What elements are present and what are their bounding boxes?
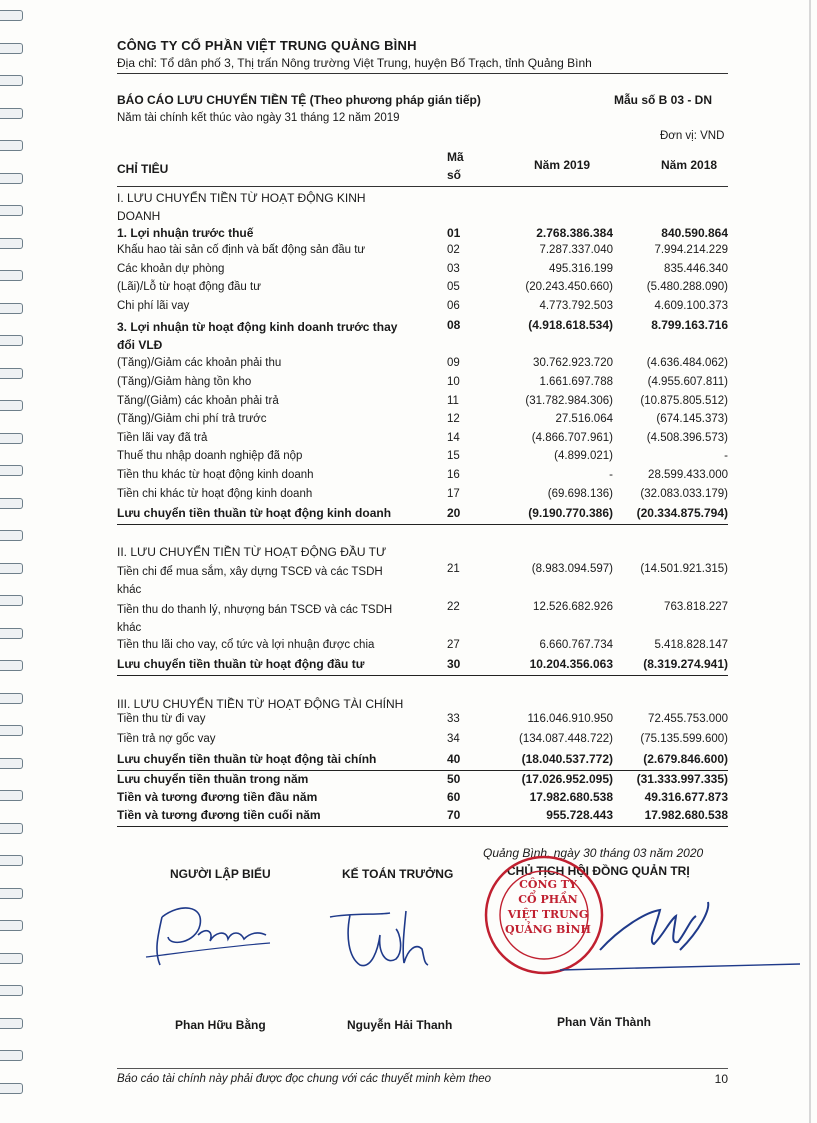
row-label bbox=[117, 432, 207, 444]
binding-tab bbox=[0, 725, 23, 736]
report-subtitle: Năm tài chính kết thúc vào ngày 31 tháng 12 năm 2019 bbox=[117, 112, 400, 124]
table-row bbox=[117, 752, 728, 771]
row-code: 30 bbox=[447, 657, 461, 671]
table-row bbox=[117, 413, 728, 431]
binding-tab bbox=[0, 75, 23, 86]
row-value-2018: (8.319.274.941) bbox=[643, 657, 728, 671]
row-label bbox=[117, 376, 251, 388]
row-label-text: (Tăng)/Giảm các khoản phải thu bbox=[117, 357, 282, 369]
binding-tab bbox=[0, 823, 23, 834]
table-row bbox=[117, 300, 728, 318]
row-label-text: Tiền trả nợ gốc vay bbox=[117, 733, 216, 745]
row-value-2019: (17.026.952.095) bbox=[521, 772, 613, 786]
row-value-2018: (10.875.805.512) bbox=[640, 395, 728, 407]
row-label-text: Lưu chuyển tiền thuần từ hoạt động kinh doanh bbox=[117, 506, 392, 520]
row-value-2018: (5.480.288.090) bbox=[646, 281, 728, 293]
accountant-title: KẾ TOÁN TRƯỞNG bbox=[342, 867, 454, 881]
stamp-text-4: QUẢNG BÌNH bbox=[505, 923, 591, 936]
row-code: 20 bbox=[447, 506, 461, 520]
binding-tab bbox=[0, 335, 23, 346]
binding-tab bbox=[0, 10, 23, 21]
row-value-2019: (69.698.136) bbox=[547, 488, 613, 500]
chairman-signature bbox=[560, 880, 800, 980]
row-value-2018: 8.799.163.716 bbox=[651, 318, 728, 332]
col-header-code-2: số bbox=[447, 168, 462, 182]
row-value-2018: (2.679.846.600) bbox=[643, 752, 728, 766]
row-label-text: Tiền thu do thanh lý, nhượng bán TSCĐ và các TSDH bbox=[117, 604, 393, 616]
row-value-2018: (14.501.921.315) bbox=[640, 563, 728, 575]
chairman-name: Phan Văn Thành bbox=[557, 1015, 652, 1029]
binding-tab bbox=[0, 563, 23, 574]
row-label-text: Các khoản dự phòng bbox=[117, 263, 225, 275]
row-label-text-cont: khác bbox=[117, 584, 142, 596]
row-code: 06 bbox=[447, 300, 460, 312]
binding-tab bbox=[0, 1050, 23, 1061]
binding-tab bbox=[0, 953, 23, 964]
row-label-text: Tiền lãi vay đã trả bbox=[117, 432, 208, 444]
footer-note: Báo cáo tài chính này phải được đọc chung với các thuyết minh kèm theo bbox=[117, 1073, 492, 1085]
report-title: BÁO CÁO LƯU CHUYỂN TIỀN TỆ (Theo phương pháp gián tiếp) bbox=[117, 93, 481, 107]
row-code: 03 bbox=[447, 263, 460, 275]
binding-tab bbox=[0, 855, 23, 866]
section-2-heading: II. LƯU CHUYỂN TIỀN TỪ HOẠT ĐỘNG ĐẦU TƯ bbox=[117, 545, 387, 559]
table-row bbox=[117, 357, 728, 375]
table-row bbox=[117, 506, 728, 525]
table-row bbox=[117, 563, 728, 599]
col-header-item: CHỈ TIÊU bbox=[117, 162, 169, 176]
table-row bbox=[117, 244, 728, 262]
row-label bbox=[117, 563, 383, 599]
table-row bbox=[117, 376, 728, 394]
row-value-2019: 2.768.386.384 bbox=[536, 226, 613, 240]
row-label-text-cont: khác bbox=[117, 622, 142, 634]
table-row bbox=[117, 601, 728, 637]
row-value-2018: 4.609.100.373 bbox=[654, 300, 728, 312]
binding-tab bbox=[0, 985, 23, 996]
row-code: 02 bbox=[447, 244, 460, 256]
table-row bbox=[117, 733, 728, 751]
section-3-heading: III. LƯU CHUYỂN TIỀN TỪ HOẠT ĐỘNG TÀI CHÍNH bbox=[117, 697, 404, 711]
stamp-text-3: VIỆT TRUNG bbox=[507, 908, 589, 921]
row-code: 40 bbox=[447, 752, 461, 766]
row-value-2019: (18.040.537.772) bbox=[521, 752, 613, 766]
binding-tab bbox=[0, 758, 23, 769]
row-label bbox=[117, 639, 374, 651]
table-row bbox=[117, 657, 728, 676]
binding-tab bbox=[0, 205, 23, 216]
row-label bbox=[117, 808, 321, 822]
row-label-text: Tiền và tương đương tiền cuối năm bbox=[117, 808, 321, 822]
row-code: 10 bbox=[447, 376, 460, 388]
row-value-2018: 835.446.340 bbox=[664, 263, 728, 275]
row-value-2018: 17.982.680.538 bbox=[644, 808, 728, 822]
row-label-text: Lưu chuyển tiền thuần từ hoạt động tài chính bbox=[117, 752, 377, 766]
row-code: 08 bbox=[447, 318, 461, 332]
row-value-2019: 7.287.337.040 bbox=[539, 244, 613, 256]
row-code: 27 bbox=[447, 639, 460, 651]
row-value-2019: 4.773.792.503 bbox=[539, 300, 613, 312]
row-label-text: Thuế thu nhập doanh nghiệp đã nộp bbox=[117, 450, 303, 462]
binding-tab bbox=[0, 920, 23, 931]
binding-tab bbox=[0, 660, 23, 671]
col-header-2019: Năm 2019 bbox=[534, 158, 591, 172]
row-label-text: 1. Lợi nhuận trước thuế bbox=[117, 226, 254, 240]
table-row bbox=[117, 432, 728, 450]
row-label bbox=[117, 263, 224, 275]
row-value-2018: (4.955.607.811) bbox=[647, 376, 728, 388]
col-header-code-1: Mã bbox=[447, 150, 464, 164]
row-value-2019: (9.190.770.386) bbox=[528, 506, 613, 520]
binding-tab bbox=[0, 433, 23, 444]
company-address: Địa chỉ: Tổ dân phố 3, Thị trấn Nông trường Việt Trung, huyện Bố Trạch, tỉnh Quảng Bình bbox=[117, 56, 592, 70]
row-label-text: (Lãi)/Lỗ từ hoạt động đầu tư bbox=[117, 281, 261, 293]
binding-tab bbox=[0, 303, 23, 314]
row-value-2019: (4.899.021) bbox=[554, 450, 613, 462]
row-label bbox=[117, 395, 279, 407]
row-label bbox=[117, 488, 312, 500]
row-label-text: Chi phí lãi vay bbox=[117, 300, 190, 312]
row-label-text: (Tăng)/Giảm chi phí trả trước bbox=[117, 413, 267, 425]
row-label-text-cont: đổi VLĐ bbox=[117, 338, 163, 352]
company-name: CÔNG TY CỔ PHẦN VIỆT TRUNG QUẢNG BÌNH bbox=[117, 38, 417, 53]
row-value-2018: 5.418.828.147 bbox=[654, 639, 728, 651]
table-header-rule bbox=[117, 186, 728, 187]
row-label bbox=[117, 300, 189, 312]
report-unit: Đơn vị: VND bbox=[660, 130, 725, 142]
row-value-2019: - bbox=[609, 469, 613, 481]
binding-tab bbox=[0, 108, 23, 119]
binding-tab bbox=[0, 1083, 23, 1094]
binding-tab bbox=[0, 173, 23, 184]
table-row bbox=[117, 639, 728, 657]
row-code: 22 bbox=[447, 601, 460, 613]
row-value-2019: 12.526.682.926 bbox=[533, 601, 613, 613]
row-label bbox=[117, 226, 253, 240]
row-code: 17 bbox=[447, 488, 460, 500]
row-value-2018: (32.083.033.179) bbox=[640, 488, 728, 500]
row-label bbox=[117, 450, 302, 462]
preparer-name: Phan Hữu Bằng bbox=[175, 1018, 266, 1032]
row-label bbox=[117, 281, 261, 293]
row-label bbox=[117, 244, 365, 256]
table-row bbox=[117, 263, 728, 281]
table-row bbox=[117, 450, 728, 468]
row-value-2018: (31.333.997.335) bbox=[636, 772, 728, 786]
row-label-text: (Tăng)/Giảm hàng tồn kho bbox=[117, 376, 252, 388]
binding-tab bbox=[0, 628, 23, 639]
row-label bbox=[117, 318, 397, 354]
row-label bbox=[117, 469, 314, 481]
row-label-text: Tiền thu lãi cho vay, cổ tức và lợi nhuận được chia bbox=[117, 639, 375, 651]
row-value-2019: (8.983.094.597) bbox=[531, 563, 613, 575]
row-value-2018: 840.590.864 bbox=[661, 226, 728, 240]
accountant-name: Nguyễn Hải Thanh bbox=[347, 1018, 453, 1032]
row-code: 05 bbox=[447, 281, 460, 293]
row-label bbox=[117, 713, 205, 725]
row-label-text: 3. Lợi nhuận từ hoạt động kinh doanh trước thay bbox=[117, 320, 398, 334]
row-value-2019: (134.087.448.722) bbox=[519, 733, 613, 745]
table-row bbox=[117, 318, 728, 354]
row-code: 21 bbox=[447, 563, 460, 575]
table-row bbox=[117, 488, 728, 506]
stamp-text-2: CỔ PHẦN bbox=[518, 893, 578, 906]
row-label bbox=[117, 733, 216, 745]
row-value-2018: 49.316.677.873 bbox=[644, 790, 728, 804]
row-value-2018: 763.818.227 bbox=[664, 601, 728, 613]
row-label-text: Tiền thu khác từ hoạt động kinh doanh bbox=[117, 469, 314, 481]
preparer-title: NGƯỜI LẬP BIỂU bbox=[170, 867, 271, 881]
binding-edge bbox=[0, 0, 34, 1123]
row-code: 09 bbox=[447, 357, 460, 369]
row-value-2019: (4.918.618.534) bbox=[528, 318, 613, 332]
binding-tab bbox=[0, 140, 23, 151]
row-code: 01 bbox=[447, 226, 461, 240]
row-label-text: Tiền và tương đương tiền đầu năm bbox=[117, 790, 318, 804]
section-1-heading-cont: DOANH bbox=[117, 209, 161, 223]
row-code: 34 bbox=[447, 733, 460, 745]
row-label-text: Lưu chuyển tiền thuần trong năm bbox=[117, 772, 309, 786]
table-row bbox=[117, 395, 728, 413]
binding-tab bbox=[0, 693, 23, 704]
row-code: 14 bbox=[447, 432, 460, 444]
row-value-2019: 955.728.443 bbox=[546, 808, 613, 822]
row-label bbox=[117, 772, 308, 786]
table-row bbox=[117, 790, 728, 808]
row-label-text: Lưu chuyển tiền thuần từ hoạt động đầu tư bbox=[117, 657, 365, 671]
report-form-code: Mẫu số B 03 - DN bbox=[614, 93, 713, 107]
row-value-2018: 7.994.214.229 bbox=[654, 244, 728, 256]
row-value-2019: (4.866.707.961) bbox=[531, 432, 613, 444]
page-number: 10 bbox=[714, 1072, 728, 1086]
row-label-text: Tiền chi khác từ hoạt động kinh doanh bbox=[117, 488, 313, 500]
row-code: 16 bbox=[447, 469, 460, 481]
col-header-2018: Năm 2018 bbox=[661, 158, 718, 172]
row-value-2018: - bbox=[724, 450, 728, 462]
row-label-text: Tiền thu từ đi vay bbox=[117, 713, 206, 725]
row-value-2018: 72.455.753.000 bbox=[648, 713, 728, 725]
row-value-2019: 10.204.356.063 bbox=[529, 657, 613, 671]
row-value-2018: (75.135.599.600) bbox=[640, 733, 728, 745]
section-1-heading: I. LƯU CHUYỂN TIỀN TỪ HOẠT ĐỘNG KINH bbox=[117, 191, 366, 205]
row-label bbox=[117, 657, 364, 671]
signature-date: Quảng Bình, ngày 30 tháng 03 năm 2020 bbox=[483, 846, 704, 860]
table-row bbox=[117, 808, 728, 827]
header-rule bbox=[117, 73, 728, 74]
binding-tab bbox=[0, 595, 23, 606]
row-value-2018: (674.145.373) bbox=[656, 413, 728, 425]
row-value-2019: (31.782.984.306) bbox=[525, 395, 613, 407]
row-value-2018: (4.636.484.062) bbox=[646, 357, 728, 369]
row-value-2019: 1.661.697.788 bbox=[539, 376, 613, 388]
row-value-2019: 27.516.064 bbox=[555, 413, 613, 425]
table-row bbox=[117, 226, 728, 244]
row-value-2018: (4.508.396.573) bbox=[646, 432, 728, 444]
row-code: 50 bbox=[447, 772, 461, 786]
stamp-text-1: CÔNG TY bbox=[519, 878, 577, 891]
binding-tab bbox=[0, 498, 23, 509]
preparer-signature bbox=[140, 885, 280, 975]
row-label-text: Khấu hao tài sản cố định và bất động sản đầu tư bbox=[117, 244, 366, 256]
binding-tab bbox=[0, 270, 23, 281]
row-code: 12 bbox=[447, 413, 460, 425]
binding-tab bbox=[0, 888, 23, 899]
binding-tab bbox=[0, 238, 23, 249]
row-label bbox=[117, 601, 392, 637]
row-label bbox=[117, 506, 391, 520]
row-label bbox=[117, 790, 317, 804]
row-value-2019: (20.243.450.660) bbox=[525, 281, 613, 293]
binding-tab bbox=[0, 465, 23, 476]
row-code: 11 bbox=[447, 395, 459, 407]
row-code: 60 bbox=[447, 790, 461, 804]
table-row bbox=[117, 713, 728, 731]
row-value-2018: 28.599.433.000 bbox=[648, 469, 728, 481]
binding-tab bbox=[0, 368, 23, 379]
row-label bbox=[117, 357, 281, 369]
row-value-2019: 116.046.910.950 bbox=[527, 713, 613, 725]
row-value-2019: 30.762.923.720 bbox=[533, 357, 613, 369]
row-code: 33 bbox=[447, 713, 460, 725]
binding-tab bbox=[0, 1018, 23, 1029]
row-label bbox=[117, 413, 266, 425]
row-value-2018: (20.334.875.794) bbox=[636, 506, 728, 520]
row-value-2019: 495.316.199 bbox=[549, 263, 613, 275]
row-label-text: Tăng/(Giảm) các khoản phải trả bbox=[117, 395, 279, 407]
row-value-2019: 17.982.680.538 bbox=[529, 790, 613, 804]
binding-tab bbox=[0, 530, 23, 541]
accountant-signature bbox=[320, 905, 460, 985]
footer-rule bbox=[117, 1068, 728, 1069]
table-row bbox=[117, 772, 728, 790]
row-value-2019: 6.660.767.734 bbox=[539, 639, 613, 651]
chairman-title: CHỦ TỊCH HỘI ĐỒNG QUẢN TRỊ bbox=[507, 864, 690, 878]
row-label-text: Tiền chi để mua sắm, xây dựng TSCĐ và các TSDH bbox=[117, 566, 383, 578]
binding-tab bbox=[0, 43, 23, 54]
table-row bbox=[117, 281, 728, 299]
page-edge-line bbox=[809, 0, 811, 1123]
table-row bbox=[117, 469, 728, 487]
binding-tab bbox=[0, 790, 23, 801]
row-label bbox=[117, 752, 376, 766]
row-code: 70 bbox=[447, 808, 461, 822]
row-code: 15 bbox=[447, 450, 460, 462]
binding-tab bbox=[0, 400, 23, 411]
